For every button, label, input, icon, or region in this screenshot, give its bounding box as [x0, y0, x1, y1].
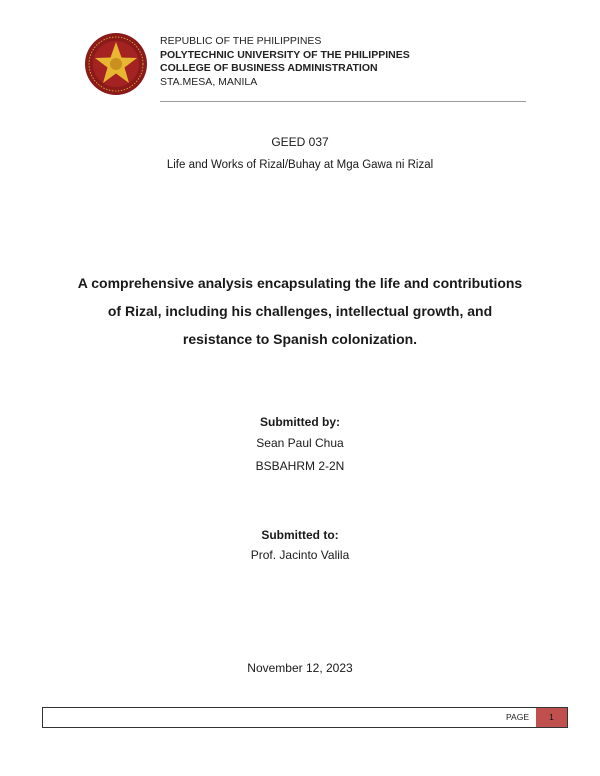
submitted-to-label: Submitted to: [261, 528, 339, 542]
institution-header [160, 35, 410, 89]
course-title: Life and Works of Rizal/Buhay at Mga Gawa ni Rizal [166, 159, 434, 171]
header-line-republic: REPUBLIC OF THE PHILIPPINES [160, 35, 322, 47]
submitted-by-label: Submitted by: [260, 415, 340, 429]
header-divider [160, 101, 526, 102]
pup-seal-icon [84, 32, 148, 96]
paper-title-line-1: A comprehensive analysis encapsulating the life and contributions [77, 275, 523, 291]
professor-name: Prof. Jacinto Valila [250, 548, 350, 562]
header-line-college: COLLEGE OF BUSINESS ADMINISTRATION [160, 62, 378, 74]
paper-title-line-3: resistance to Spanish colonization. [182, 331, 418, 347]
header-line-university: POLYTECHNIC UNIVERSITY OF THE PHILIPPINES [160, 48, 410, 61]
submission-date: November 12, 2023 [247, 661, 353, 675]
page-label: PAGE [506, 712, 529, 722]
student-name: Sean Paul Chua [256, 436, 344, 450]
page-footer [42, 707, 568, 728]
header-line-location: STA.MESA, MANILA [160, 75, 258, 88]
page-number: 1 [536, 708, 567, 727]
paper-title [40, 269, 560, 353]
paper-title-line-2: of Rizal, including his challenges, intellectual growth, and [107, 303, 493, 319]
student-section: BSBAHRM 2-2N [255, 459, 345, 473]
course-code: GEED 037 [271, 135, 329, 149]
